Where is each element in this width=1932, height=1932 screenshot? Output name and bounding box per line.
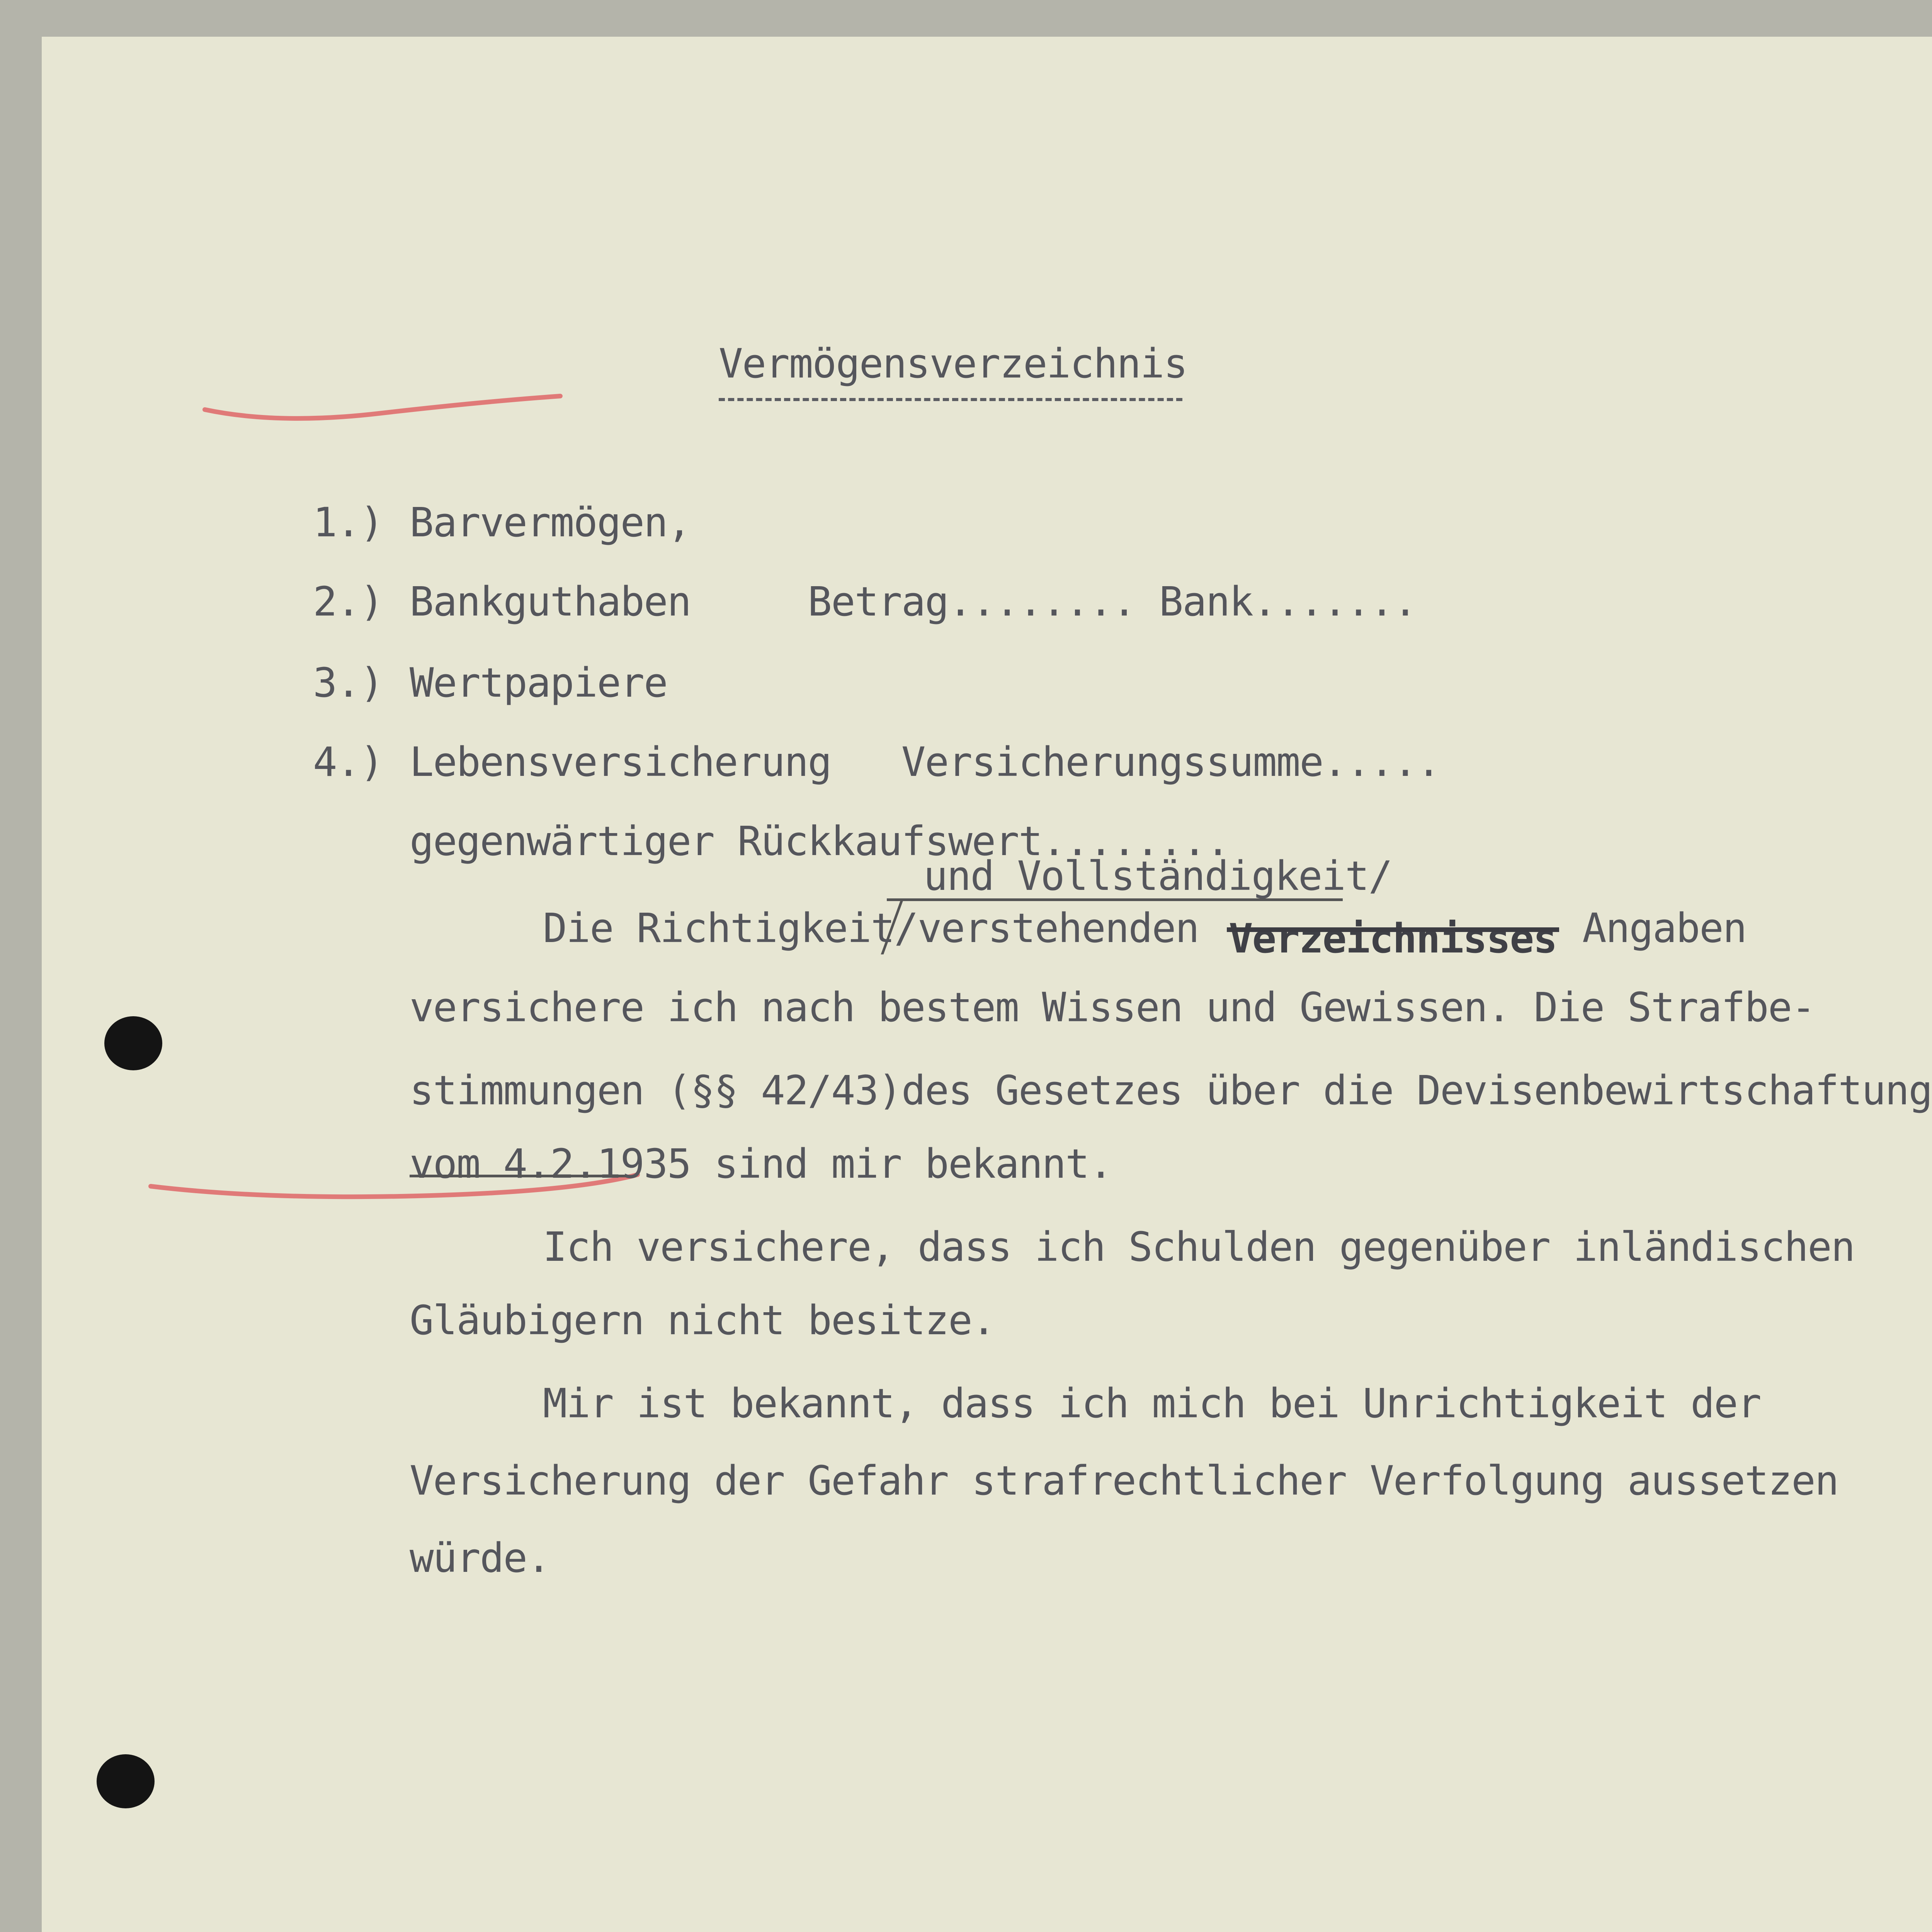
handwritten-insertion: und Vollständigkeit/	[923, 852, 1392, 900]
para1-line2: versichere ich nach bestem Wissen und Gewissen. Die Strafbe-	[410, 984, 1815, 1031]
item-2-text: Bankguthaben Betrag........ Bank.......	[410, 578, 1417, 625]
struck-word: Verzeichnisses	[1229, 915, 1557, 962]
item-3-number: 3.)	[313, 659, 383, 706]
para3-line2: Versicherung der Gefahr strafrechtlicher Verfolgung aussetzen	[410, 1457, 1838, 1504]
punch-hole-upper	[104, 1016, 162, 1070]
item-4-continuation: gegenwärtiger Rückkaufswert........	[410, 818, 1230, 865]
item-1-number: 1.)	[313, 499, 383, 546]
insertion-guide-line	[887, 898, 1343, 901]
para2-line1: Ich versichere, dass ich Schulden gegenüber inländischen	[543, 1223, 1855, 1270]
item-3-text: Wertpapiere	[410, 659, 667, 706]
para3-line3: würde.	[410, 1534, 550, 1582]
red-pencil-mark-title	[201, 383, 568, 429]
para1-line1-start: Die Richtigkeit/verstehenden	[543, 905, 1199, 952]
punch-hole-lower	[97, 1754, 155, 1808]
date-underline	[410, 1175, 626, 1177]
para1-line4: vom 4.2.1935 sind mir bekannt.	[410, 1140, 1112, 1187]
strike-through-line	[1227, 927, 1559, 932]
item-1-text: Barvermögen,	[410, 499, 691, 546]
para1-line3: stimmungen (§§ 42/43)des Gesetzes über die Devisenbewirtschaftung	[410, 1067, 1932, 1114]
para1-line1-end: Angaben	[1582, 905, 1747, 952]
para2-line2: Gläubigern nicht besitze.	[410, 1297, 995, 1344]
title-underline	[719, 398, 1182, 405]
item-4-text: Lebensversicherung Versicherungssumme.....	[410, 738, 1440, 786]
item-2-number: 2.)	[313, 578, 383, 625]
item-4-number: 4.)	[313, 738, 383, 786]
para3-line1: Mir ist bekannt, dass ich mich bei Unrichtigkeit der	[543, 1380, 1761, 1427]
document-title: Vermögensverzeichnis	[719, 340, 1187, 387]
